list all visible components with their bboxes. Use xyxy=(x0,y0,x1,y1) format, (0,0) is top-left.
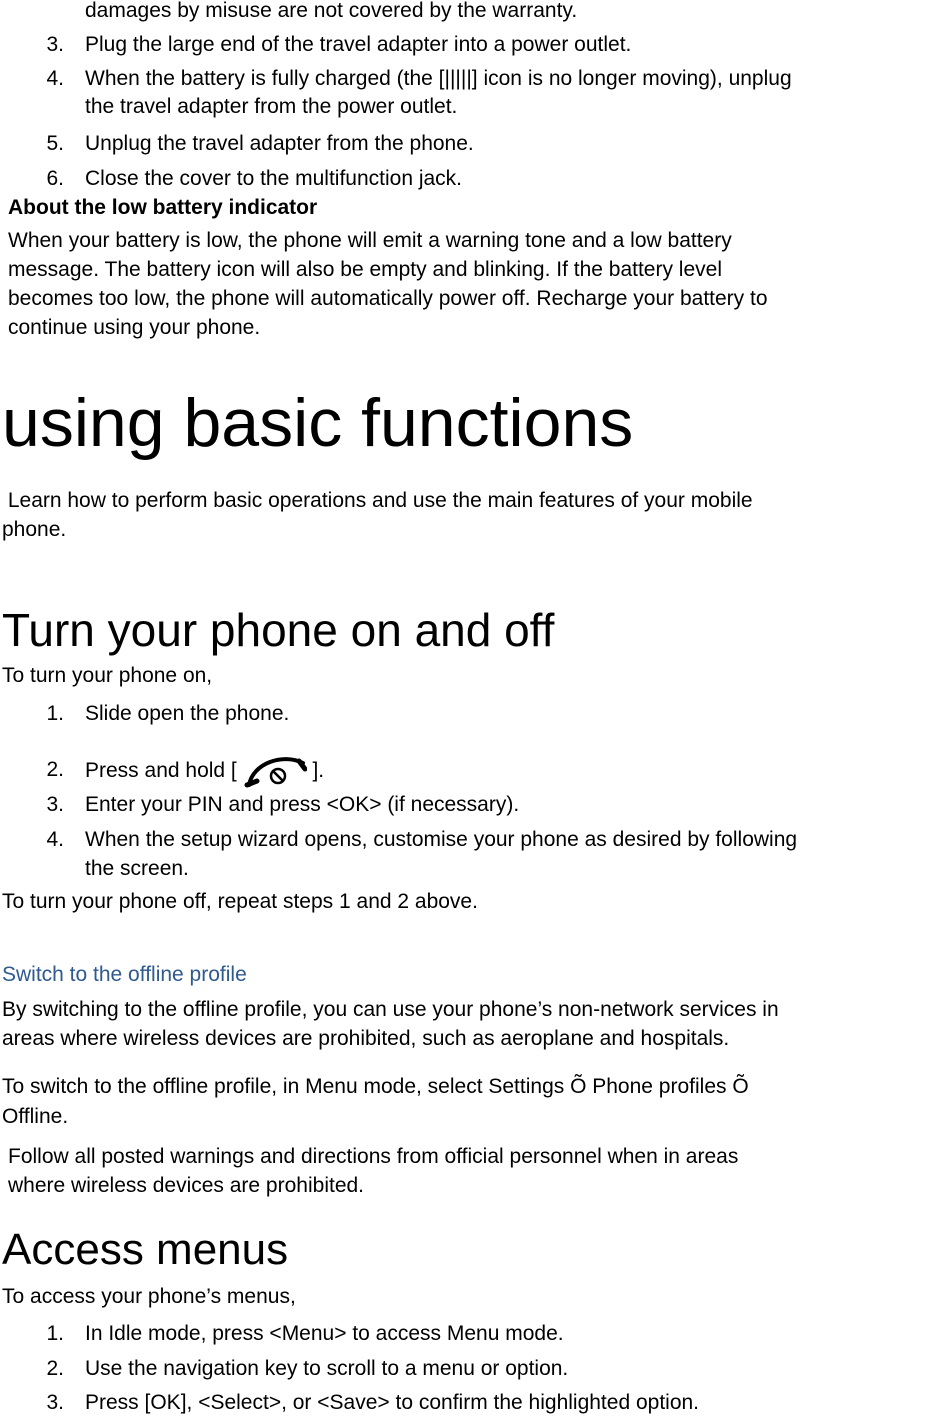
step-text-before-icon: Press and hold [ xyxy=(85,759,237,782)
low-battery-line: message. The battery icon will also be empty and blinking. If the battery level xyxy=(8,258,722,281)
step-text: Enter your PIN and press <OK> (if necessary). xyxy=(85,793,520,816)
step-text: Slide open the phone. xyxy=(85,702,290,725)
step-number: 2. xyxy=(46,758,64,781)
step-text: the screen. xyxy=(85,857,189,880)
step-number: 4. xyxy=(46,828,64,851)
list-item-number: 6. xyxy=(46,167,64,190)
turn-on-lead: To turn your phone on, xyxy=(2,664,213,687)
offline-para-line: To switch to the offline profile, in Menu mode, select Settings Õ Phone profiles Õ xyxy=(2,1075,749,1098)
step-text: Press [OK], <Select>, or <Save> to confirm the highlighted option. xyxy=(85,1391,700,1414)
step-text-after-icon: ]. xyxy=(312,759,325,782)
step-number: 3. xyxy=(46,1391,64,1414)
offline-para-line: areas where wireless devices are prohibited, such as aeroplane and hospitals. xyxy=(2,1027,730,1050)
list-item-text: Plug the large end of the travel adapter into a power outlet. xyxy=(85,33,632,56)
step-text: Use the navigation key to scroll to a menu or option. xyxy=(85,1357,569,1380)
step-number: 1. xyxy=(46,702,64,725)
step-number: 3. xyxy=(46,793,64,816)
step-text xyxy=(85,755,324,789)
section-heading-offline: Switch to the offline profile xyxy=(2,963,247,986)
offline-para-line: By switching to the offline profile, you can use your phone’s non-network services in xyxy=(2,998,779,1021)
low-battery-line: continue using your phone. xyxy=(8,316,261,339)
offline-note-line: where wireless devices are prohibited. xyxy=(8,1174,365,1197)
list-item-number: 5. xyxy=(46,132,64,155)
low-battery-line: When your battery is low, the phone will emit a warning tone and a low battery xyxy=(8,229,732,252)
step-text: In Idle mode, press <Menu> to access Menu mode. xyxy=(85,1322,564,1345)
offline-para-line: Offline. xyxy=(2,1105,69,1128)
list-item-number: 3. xyxy=(46,33,64,56)
power-end-key-icon xyxy=(243,755,307,789)
low-battery-line: becomes too low, the phone will automatically power off. Recharge your battery to xyxy=(8,287,768,310)
step-number: 1. xyxy=(46,1322,64,1345)
list-item-text: Close the cover to the multifunction jack. xyxy=(85,167,463,190)
chapter-title: using basic functions xyxy=(2,385,634,461)
section-heading-access-menus: Access menus xyxy=(2,1225,289,1274)
list-item-number: 4. xyxy=(46,67,64,90)
menus-lead: To access your phone’s menus, xyxy=(2,1285,296,1308)
chapter-intro-line: phone. xyxy=(2,518,67,541)
turn-off-closing: To turn your phone off, repeat steps 1 and 2 above. xyxy=(2,890,478,913)
step-number: 2. xyxy=(46,1357,64,1380)
list-item-text: damages by misuse are not covered by the warranty. xyxy=(85,0,578,22)
section-heading-turn-on-off: Turn your phone on and off xyxy=(2,604,555,656)
list-item-text: the travel adapter from the power outlet. xyxy=(85,95,458,118)
step-text: When the setup wizard opens, customise your phone as desired by following xyxy=(85,828,798,851)
chapter-intro-line: Learn how to perform basic operations and use the main features of your mobile xyxy=(2,489,753,512)
offline-note-line: Follow all posted warnings and directions from official personnel when in areas xyxy=(8,1145,739,1168)
low-battery-heading: About the low battery indicator xyxy=(8,196,318,219)
list-item-text: Unplug the travel adapter from the phone. xyxy=(85,132,474,155)
list-item-text: When the battery is fully charged (the [|||||] icon is no longer moving), unplug xyxy=(85,67,792,90)
